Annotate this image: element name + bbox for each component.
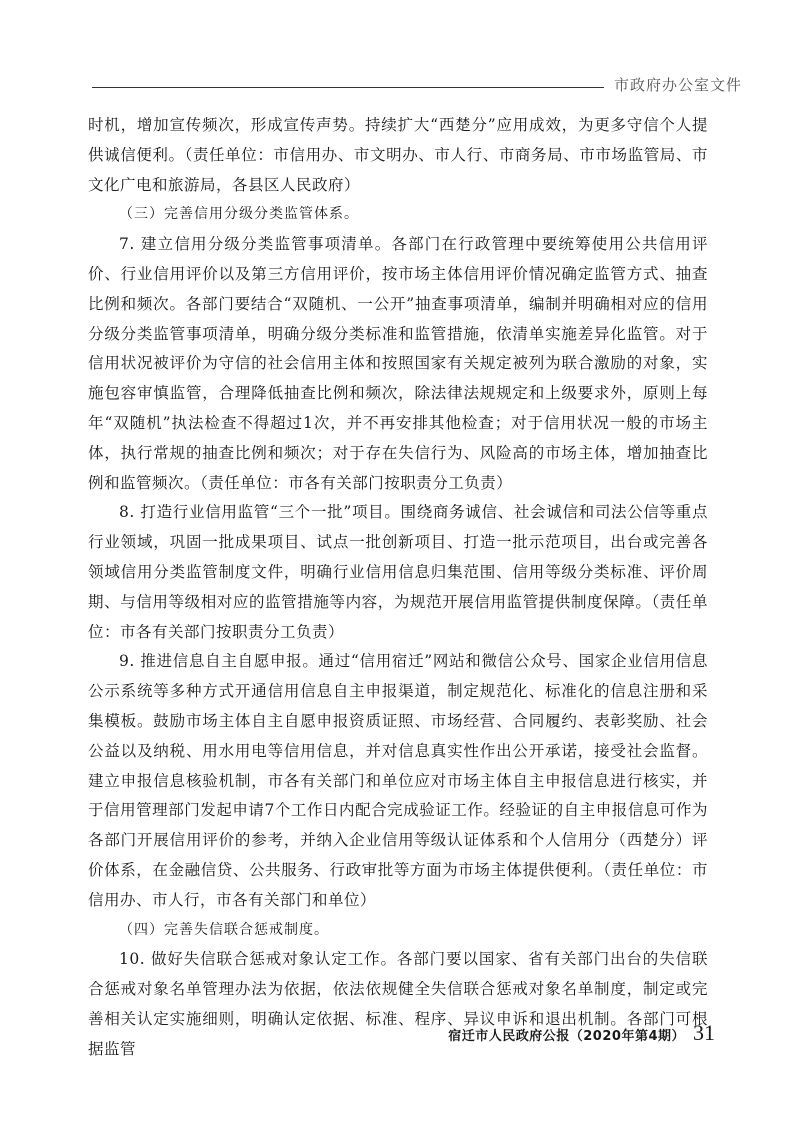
paragraph-item-10: 10. 做好失信联合惩戒对象认定工作。各部门要以国家、省有关部门出台的失信联合惩戒对象名单管理办法为依据，依法依规健全失信联合惩戒对象名单制度，制定或完善相关认定实施细则，明确认定依据、标准、程序、异议申诉和退出机制。各部门可根据监管 [88, 950, 708, 1058]
publication-title: 宿迁市人民政府公报（2020年第4期） [448, 1029, 685, 1044]
header-rule [92, 87, 604, 88]
section-heading-3: （三）完善信用分级分类监管体系。 [119, 206, 359, 223]
section-heading-4: （四）完善失信联合惩戒制度。 [119, 921, 329, 938]
header-title: 市政府办公室文件 [614, 76, 743, 94]
paragraph-item-8: 8. 打造行业信用监管“三个一批”项目。围绕商务诚信、社会诚信和司法公信等重点行业领域，巩固一批成果项目、试点一批创新项目、打造一批示范项目，出台或完善各领域信用分类监管制度文件，明确行业信用信息归集范围、信用等级分类标准、评价周期、与信用等级相对应的监管措施等内容，为规范开展信用监管提供制度保障。（责任单位：市各有关部门按职责分工负责） [88, 503, 708, 641]
page-number: 31 [693, 1020, 715, 1045]
page-footer [448, 1020, 715, 1046]
paragraph-item-9: 9. 推进信息自主自愿申报。通过“信用宿迁”网站和微信公众号、国家企业信用信息公示系统等多种方式开通信用信息自主申报渠道，制定规范化、标准化的信息注册和采集模板。鼓励市场主体自主自愿申报资质证照、市场经营、合同履约、表彰奖励、社会公益以及纳税、用水用电等信用信息，并对信息真实性作出公开承诺，接受社会监督。建立申报信息核验机制，市各有关部门和单位应对市场主体自主申报信息进行核实，并于信用管理部门发起申请7个工作日内配合完成验证工作。经验证的自主申报信息可作为各部门开展信用评价的参考，并纳入企业信用等级认证体系和个人信用分（西楚分）评价体系，在金融信贷、公共服务、行政审批等方面为市场主体提供便利。（责任单位：市信用办、市人行，市各有关部门和单位） [88, 652, 708, 909]
paragraph-item-7: 7. 建立信用分级分类监管事项清单。各部门在行政管理中要统筹使用公共信用评价、行业信用评价以及第三方信用评价，按市场主体信用评价情况确定监管方式、抽查比例和频次。各部门要结合“双随机、一公开”抽查事项清单，编制并明确相对应的信用分级分类监管事项清单，明确分级分类标准和监管措施，依清单实施差异化监管。对于信用状况被评价为守信的社会信用主体和按照国家有关规定被列为联合激励的对象，实施包容审慎监管，合理降低抽查比例和频次，除法律法规规定和上级要求外，原则上每年“双随机”执法检查不得超过1次，并不再安排其他检查；对于信用状况一般的市场主体，执行常规的抽查比例和频次；对于存在失信行为、风险高的市场主体，增加抽查比例和监管频次。（责任单位：市各有关部门按职责分工负责） [88, 235, 708, 492]
paragraph-continuation: 时机，增加宣传频次，形成宣传声势。持续扩大“西楚分”应用成效，为更多守信个人提供诚信便利。（责任单位：市信用办、市文明办、市人行、市商务局、市市场监管局、市文化广电和旅游局，各县区人民政府） [88, 116, 708, 194]
document-body [88, 111, 708, 1065]
